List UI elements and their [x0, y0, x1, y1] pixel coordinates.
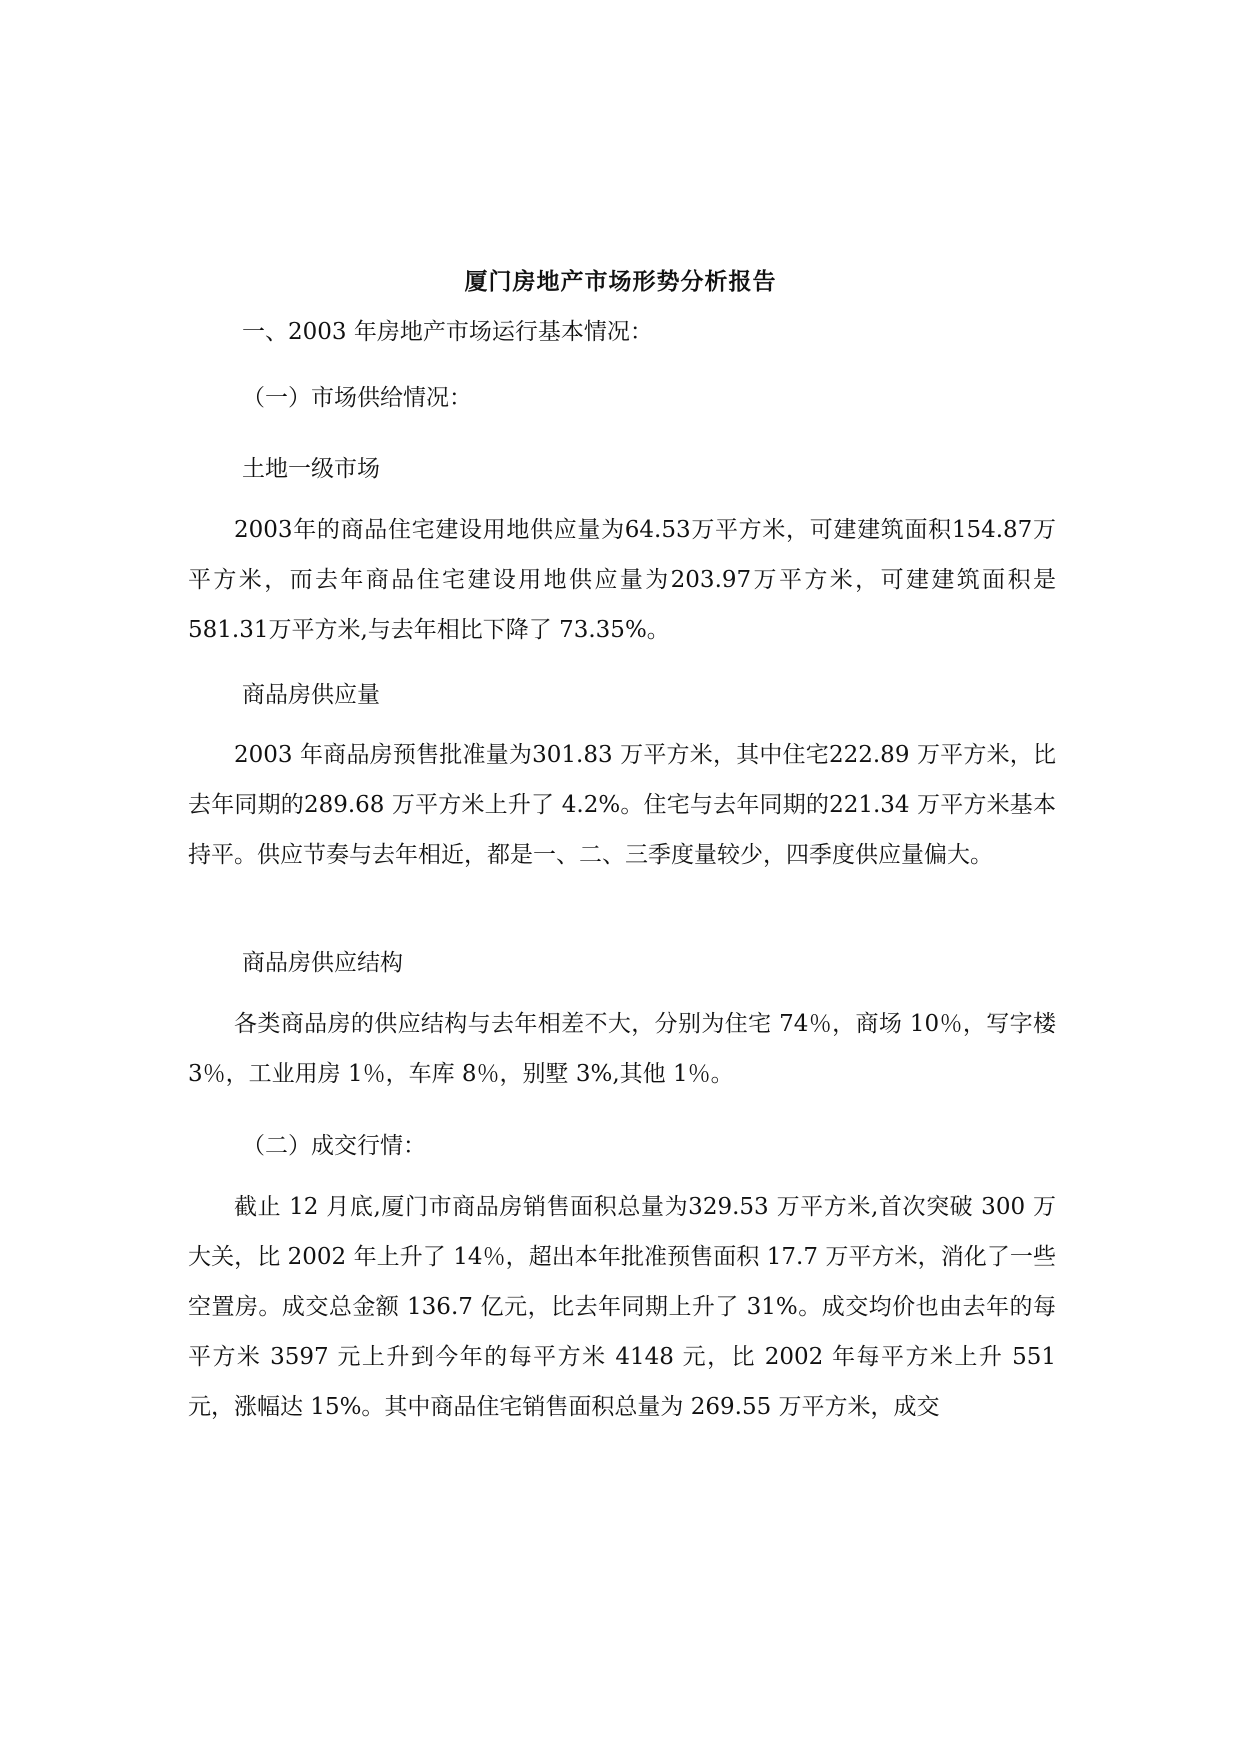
housing-supply-heading: 商品房供应量: [242, 682, 380, 708]
subsection-heading-transactions: （二）成交行情：: [242, 1133, 426, 1159]
section-heading-1: 一、2003 年房地产市场运行基本情况：: [242, 319, 653, 345]
subsection-heading-supply: （一）市场供给情况：: [242, 385, 472, 411]
land-market-heading: 土地一级市场: [242, 456, 380, 482]
supply-structure-paragraph: 各类商品房的供应结构与去年相差不大，分别为住宅 74％，商场 10％，写字楼 3％，工业用房 1％，车库 8％，别墅 3%,其他 1％。: [188, 1011, 1056, 1087]
supply-structure-heading: 商品房供应结构: [242, 950, 403, 976]
housing-supply-paragraph: 2003 年商品房预售批准量为301.83 万平方米，其中住宅222.89 万平方米，比去年同期的289.68 万平方米上升了 4.2%。住宅与去年同期的221.34 万平方米基本持平。供应节奏与去年相近，都是一、二、三季度量较少，四季度供应量偏大。: [188, 742, 1056, 868]
transactions-paragraph: 截止 12 月底,厦门市商品房销售面积总量为329.53 万平方米,首次突破 300 万大关，比 2002 年上升了 14％，超出本年批准预售面积 17.7 万平方米，消化了一些空置房。成交总金额 136.7 亿元，比去年同期上升了 31%。成交均价也由去年的每平方米 3597 元上升到今年的每平方米 4148 元，比 2002 年每平方米上升 551 元，涨幅达 15%。其中商品住宅销售面积总量为 269.55 万平方米，成交: [188, 1194, 1056, 1420]
land-market-paragraph: 2003年的商品住宅建设用地供应量为64.53万平方米，可建建筑面积154.87万平方米，而去年商品住宅建设用地供应量为203.97万平方米，可建建筑面积是581.31万平方米,与去年相比下降了 73.35%。: [188, 517, 1056, 643]
document-title: 厦门房地产市场形势分析报告: [464, 268, 777, 295]
